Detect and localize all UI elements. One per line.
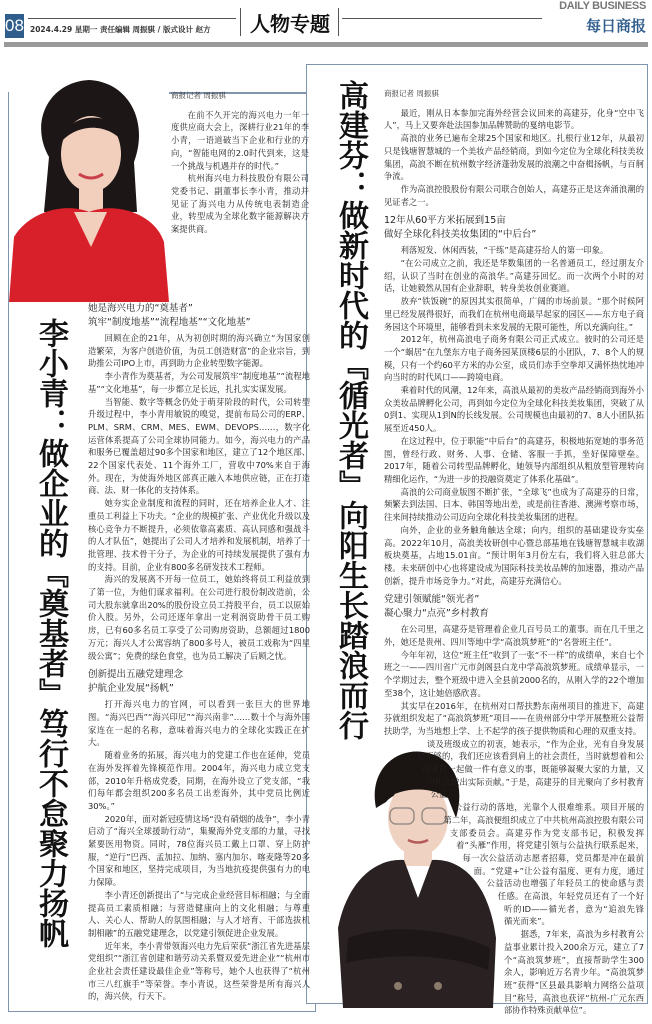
- brand-name-cn: 每日商报: [585, 17, 646, 35]
- subheading: [384, 593, 644, 621]
- left-article-body: [88, 302, 310, 1002]
- subheading: [88, 668, 310, 696]
- body-paragraph: 李小青还创新提出了“与完成企业经营目标相融；与全面提高员工素质相融；与营造健康向上的文化相融；与尊重人、关心人、帮助人的氛围相融；与人才培育、干部选拔机制相融”的五融党建理念，以党建引领促进企业发展。: [88, 889, 310, 938]
- right-article-body: [384, 88, 644, 1016]
- body-paragraph: 利落短发、休闲西装，“干练”是高建芬给人的第一印象。: [400, 245, 609, 256]
- body-paragraph: 据悉，7年来，高浪为乡村教育公益事业累计投入200余万元，建立了7个“高浪筑梦班”，直接帮助学生300余人，影响近万名青少年。“高浪筑梦班”获得“区县最具影响力网络公益项目”称号，高浪也获评“杭州-广元东西部协作特殊贡献单位”。: [504, 929, 644, 1016]
- left-article-intro: [171, 90, 309, 298]
- intro-paragraph: 杭州海兴电力科技股份有限公司党委书记、副董事长李小青，推动并见证了海兴电力从传统电表制造企业，转型成为全球化数字能源解决方案提供商。: [171, 173, 309, 235]
- subheading: [384, 214, 644, 242]
- body-paragraph: 高浪的公司商业版图不断扩张，“全球飞”也成为了高建芬的日常，频繁去到法国、日本、韩国等地出差，或是前往香港、澳洲考察市场，往来间持续推动公司迈向全球化科技美妆集团的进程。: [384, 486, 644, 523]
- body-paragraph: 乘着时代的风潮，12年来，高浪从最初的美妆产品经销商到海外小众美妆品牌孵化公司，再到如今定位为全球化科技美妆集团，突破了从0到1、实现从1到N的长线发展。公司规模也由最初的7、8人小团队拓展至近450人。: [384, 385, 644, 434]
- left-article-headline: 李小青：做企业的『奠基者』笃行不怠聚力扬帆: [33, 318, 68, 948]
- portrait-photo-li-xiaoqing: [9, 62, 169, 302]
- header-rule: [342, 18, 542, 19]
- subheading-line: 12年从60平方米拓展到15亩: [384, 215, 506, 227]
- subheading-line: 她是海兴电力的“奠基者”: [88, 303, 193, 314]
- intro-paragraph: 最近，刚从日本参加完海外经营会议回来的高建芬，化身“空中飞人”，马上又要奔赴法国参加品牌赞助的戛纳电影节。: [384, 107, 644, 131]
- body-paragraph: 李小青作为奠基者，为公司发展筑牢“制度地基”“流程地基”“文化地基”，每一步都立足长远，扎扎实实谋发展。: [88, 371, 310, 394]
- brand-name-en: DAILY BUSINESS: [559, 0, 646, 12]
- body-paragraph: 谈及班级成立的初衷，她表示，“作为企业，光有自身发展是不够的，我们还应该看到肩上的社会责任，当时就想着和公司成员一起做一件有意义的事，既能够凝聚大家的力量，又为社会做出实际贡献。”于是，高建芬的目光聚向了乡村教育公益。: [416, 738, 644, 800]
- body-paragraph: 在这过程中，位于职能“中后台”的高建芬，积极地拓宽她的事务范围，曾经行政、财务、人事、仓储、客服一手抓，坐好保障壁垒。2017年，随着公司转型品牌孵化，她领导内部组织从粗放型管理转向精细化运作，“为进一步的投融资奠定了体系化基础”。: [384, 435, 644, 484]
- byline: 商报记者 周振骐: [384, 89, 439, 98]
- intro-paragraph: 作为高浪控股股份有限公司联合创始人，高建芬正是这奔涌浪潮的见证者之一。: [384, 183, 644, 207]
- byline: 商报记者 周振骐: [171, 91, 226, 100]
- header-bar: [4, 42, 648, 47]
- body-paragraph: 公益行动的落地，光靠个人很难维系。项目开展的第二年，高浪便组织成立了中共杭州高浪控股有限公司支部委员会。高建芬作为党支部书记，积极发挥着“头雁”作用，将党建引领与公益执行联系起来，每一次公益活动志愿者招募，党员都是冲在最前面。“党建+”让公益有温度、更有力度，通过公益活动也增强了年轻员工的使命感与责任感。在高浪，年轻党员还有了一个好听的ID——循光者，意为“追浪先锋 循光而来”。: [443, 802, 644, 927]
- header-divider: [338, 8, 339, 36]
- intro-paragraph: 高浪的业务已遍布全球25个国家和地区。扎根行业12年，从最初只是钱塘智慧城的一个美妆产品经销商，到如今定位为全球化科技美妆集团，高浪不断在杭州数字经济蓬勃发展的浪潮之中奋楫扬帆，与百舸争流。: [384, 133, 644, 182]
- body-paragraph: 随着业务的拓展，海兴电力的党建工作也在延伸，党员在海外发挥着先锋模范作用。2004年，海兴电力成立党支部，2010年升格成党委，同期，在海外设立了党支部，“我们每年都会组织200多名员工出差海外，其中党员比例近30%。”: [88, 750, 310, 811]
- body-paragraph: 其实早在2016年，在杭州对口帮扶黔东南州项目的推进下，高建芬就组织发起了“高浪筑梦班”项目——在贵州部分中学开展整班公益帮扶助学，为当地想上学、上不起学的孩子提供物质和心理的双重支持。: [384, 700, 644, 736]
- body-paragraph: 向外，企业的业务触角触达全球；向内，组织的基础建设夯实垒高。2022年10月，高浪美妆研创中心暨总部基地在钱塘智慧城丰收湖板块奠基，占地15.01亩。“预计明年3月份左右，我们将入驻总部大楼。未来研创中心也将建设成为国际科技美妆品牌的加速器，推动产品创新，提升市场竞争力。”对此，高建芬充满信心。: [384, 524, 644, 586]
- body-paragraph: 在公司里，高建芬是管理着企业几百号员工的董事。而在几千里之外，她还是贵州、四川等地中学“高浪筑梦班”的“名誉班主任”。: [384, 624, 644, 648]
- section-title: 人物专题: [250, 12, 330, 36]
- subheading-line: 党建引领赋能“领光者”: [384, 594, 480, 606]
- body-paragraph: 2012年，杭州高浪电子商务有限公司正式成立。彼时的公司还是一个“蜗居”在九堡东方电子商务园某顶楼6层的小团队，7、8个人的规模，只有一个约60平方米的办公室，成员们赤手空拳却又满怀热忱地冲向当时的时代风口——跨境电商。: [384, 334, 644, 383]
- subheading-line: 创新提出五融党建理念: [88, 669, 184, 681]
- date-editor-line: 2024.4.29 星期一 责任编辑 周振骐 / 版式设计 赵方: [30, 25, 211, 34]
- right-article-headline: 高建芬：做新时代的『循光者』向阳生长踏浪而行: [333, 80, 368, 740]
- body-paragraph: 打开海兴电力的官网，可以看到一张巨大的世界地图。“海兴巴西”“海兴印尼”“海兴南非”……数十个与海外国家连在一起的名称，意味着海兴电力的全球化实践正在扩大。: [88, 699, 310, 748]
- subheading: [88, 302, 310, 330]
- subheading-line: 筑牢“制度地基”“流程地基”“文化地基”: [88, 317, 251, 328]
- header-divider: [240, 8, 241, 36]
- page-number: 08: [5, 14, 24, 38]
- body-paragraph: 放弃“铁饭碗”的原因其实很简单，广阔的市场前景。“那个时候阿里已经发展得很好，而我们在杭州电商最早起家的园区——东方电子商务园这个环境里，能够看到未来发展的无限可能性，所以充满向往。”: [384, 296, 644, 332]
- body-paragraph: 2020年，面对新冠疫情这场“没有硝烟的战争”，李小青启动了“海兴全球援助行动”，集聚海外党支部的力量，寻找紧要医用物资。同时，78位海兴员工戴上口罩、穿上防护服，“逆行”巴西、孟加拉、加纳、塞内加尔、喀麦隆等20多个国家和地区，坚持完成项目，为当地抗疫提供强有力的电力保障。: [88, 813, 310, 888]
- body-paragraph: 她夯实企业制度和流程的同时，还在培养企业人才、注重员工利益上下功夫。“企业的规模扩张、产业优化升级以及核心竞争力不断提升，必须依靠高素质、高认同感和强战斗的人才队伍”，她提出了公司人才培养和发展机制，培养了一批管理、技术骨干分子，为企业的可持续发展提供了强有力的支持。目前，企业有800多名研发技术工程师。: [88, 498, 310, 572]
- body-paragraph: 当智能、数字等概念仍处于萌芽阶段的时代，公司转型升级过程中，李小青用敏锐的嗅觉，提前布局公司的ERP、PLM、SRM、CRM、MES、EWM、DEVOPS……，数字化运营体系提高了公司全球协同能力。如今，海兴电力的产品和服务已覆盖超过90多个国家和地区，建立了12个地区部、22个国家代表处、11个海外工厂，营收中70%来自于海外。现在，为使海外地区部真正融入本地供应链，正在打造商、法、财一体化的支持体系。: [88, 396, 310, 496]
- body-paragraph: 今年年初，这位“班主任”收到了一张“不一样”的成绩单，来自七个班之一——四川省广元市剑阁县白龙中学高浪筑梦班。成绩单显示，一个学期过去，整个班级中进入全县前2000名的，从刚入学的22个增加至38个，这让她倍感欣喜。: [384, 649, 644, 698]
- subheading-line: 凝心聚力“点亮”乡村教育: [384, 608, 489, 620]
- body-paragraph: 近年来，李小青带领海兴电力先后荣获“浙江省先进基层党组织”“浙江省创建和谐劳动关系暨双爱先进企业”“杭州市企业社会责任建设最佳企业”等称号，她个人也获得了“杭州市三八红旗手”等荣誉。李小青说，这些荣誉是所有海兴人的，海兴侠，行天下。: [88, 940, 310, 1002]
- body-paragraph: 海兴的发展离不开每一位员工，她始终将员工利益放到了第一位，为他们谋求福利。在公司进行股份制改造前，公司大股东就拿出20%的股份设立员工持股平台，员工以原始价入股。另外，公司还逐年拿出一定利润资助骨干员工购房，已有60多名员工享受了公司购房资助，总额超过1800万元；海兴人才公寓容纳了800多号人，被员工戏称为“四星级公寓”；免费的绿色食堂，也为员工解决了后顾之忧。: [88, 574, 310, 661]
- body-paragraph: 回顾在企的21年，从为初创时期的海兴确立“为国家创造繁荣，为客户创造价值，为员工创造财富”的企业宗旨，到助推公司IPO上市，再到助力企业转型数字能源。: [88, 333, 310, 369]
- intro-paragraph: 在前不久开完的海兴电力一年一度供应商大会上，深耕行业21年的李小青，一语道破当下企业和行业的方向，“智能电网的2.0时代到来，这是一个挑战与机遇并存的时代。”: [171, 109, 309, 171]
- body-paragraph: “在公司成立之前，我还是华数集团的一名普通员工，经过朋友介绍，认识了当时在创业的高浪华。”高建芬回忆。而一次两个小时的对话，让她毅然从国有企业辞职，转身美妆创业赛道。: [384, 258, 644, 294]
- subheading-line: 做好全球化科技美妆集团的“中后台”: [384, 229, 537, 241]
- header-rule: [28, 18, 236, 19]
- subheading-line: 护航企业发展“扬帆”: [88, 683, 174, 695]
